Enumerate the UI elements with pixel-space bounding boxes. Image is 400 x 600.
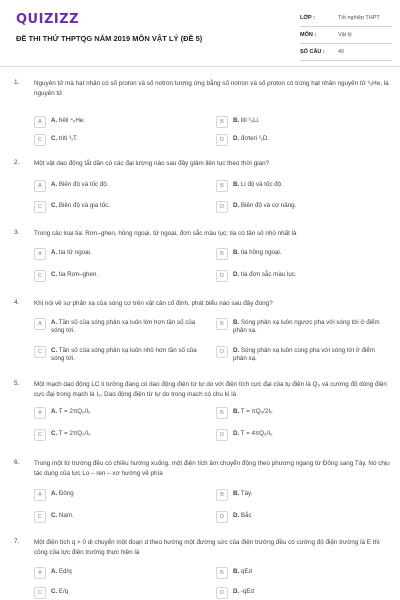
option-badge: C bbox=[34, 429, 46, 441]
option-text: đơteri ²₁D. bbox=[240, 135, 270, 142]
option-b[interactable] bbox=[216, 488, 391, 503]
option-b[interactable] bbox=[216, 115, 391, 130]
option-d[interactable] bbox=[216, 133, 391, 148]
option-badge: A bbox=[34, 567, 46, 579]
meta-value: 40 bbox=[338, 49, 345, 55]
option-label: B. bbox=[233, 181, 240, 188]
option-text: liti ³₃Li. bbox=[240, 117, 260, 124]
option-text: triti ³₁T. bbox=[58, 135, 78, 142]
document-title: ĐỀ THI THỬ THPTQG NĂM 2019 MÔN VẬT LÝ (ĐỀ 5) bbox=[16, 34, 203, 43]
meta-row-class bbox=[300, 12, 392, 27]
option-badge: C bbox=[34, 346, 46, 358]
option-badge: A bbox=[34, 318, 46, 330]
option-a[interactable] bbox=[34, 115, 209, 130]
option-text: hêli ⁴₂He. bbox=[58, 117, 85, 124]
option-label: C. bbox=[51, 135, 58, 142]
option-label: D. bbox=[233, 271, 240, 278]
meta-value: Vật lý bbox=[338, 32, 352, 38]
question-number: 4. bbox=[14, 299, 20, 306]
question-number: 7. bbox=[14, 538, 20, 545]
option-text: Biên độ và cơ năng. bbox=[240, 202, 297, 209]
option-c[interactable] bbox=[34, 345, 209, 367]
meta-table bbox=[300, 12, 392, 63]
option-text: tia đơn sắc màu lục. bbox=[240, 271, 297, 278]
option-label: A. bbox=[51, 319, 58, 326]
option-badge: B bbox=[216, 248, 228, 260]
option-label: A. bbox=[51, 181, 58, 188]
option-text: tia hồng ngoại. bbox=[240, 249, 282, 256]
option-badge: B bbox=[216, 180, 228, 192]
option-badge: D bbox=[216, 134, 228, 146]
question-number: 1. bbox=[14, 79, 20, 86]
header-divider bbox=[0, 66, 400, 67]
question-text: Trong các loại tia: Rơn–ghen, hồng ngoại, tử ngoại, đơn sắc màu lục; tia có tần số nhỏ nhất là bbox=[34, 230, 297, 237]
option-badge: C bbox=[34, 134, 46, 146]
option-badge: D bbox=[216, 587, 228, 599]
option-label: B. bbox=[233, 249, 240, 256]
option-label: C. bbox=[51, 430, 58, 437]
option-a[interactable] bbox=[34, 317, 209, 339]
meta-value: Tốt nghiệp THPT bbox=[338, 15, 380, 21]
option-text: E/q bbox=[58, 588, 69, 595]
option-label: A. bbox=[51, 490, 58, 497]
option-d[interactable] bbox=[216, 586, 391, 600]
option-badge: A bbox=[34, 116, 46, 128]
option-c[interactable] bbox=[34, 510, 209, 525]
option-b[interactable] bbox=[216, 317, 391, 339]
option-label: D. bbox=[233, 512, 240, 519]
option-text: T = 2πQ₀/I₀ bbox=[58, 430, 91, 437]
question-number: 3. bbox=[14, 229, 20, 236]
option-d[interactable] bbox=[216, 345, 391, 367]
option-c[interactable] bbox=[34, 428, 209, 443]
option-text: Biên độ và tốc độ. bbox=[58, 181, 109, 188]
option-badge: B bbox=[216, 489, 228, 501]
option-badge: B bbox=[216, 318, 228, 330]
option-badge: D bbox=[216, 201, 228, 213]
meta-key: MÔN : bbox=[300, 32, 317, 38]
option-label: B. bbox=[233, 408, 240, 415]
option-d[interactable] bbox=[216, 428, 391, 443]
option-text: T = πQ₀/2I₀ bbox=[240, 408, 273, 415]
option-c[interactable] bbox=[34, 586, 209, 600]
option-text: Li độ và tốc độ. bbox=[240, 181, 283, 188]
option-c[interactable] bbox=[34, 200, 209, 215]
option-badge: C bbox=[34, 587, 46, 599]
meta-row-count bbox=[300, 46, 392, 61]
option-label: B. bbox=[233, 319, 240, 326]
question-number: 5. bbox=[14, 380, 20, 387]
option-label: B. bbox=[233, 490, 240, 497]
option-text: Tây. bbox=[240, 490, 253, 497]
option-text: qEd bbox=[240, 568, 252, 575]
option-b[interactable] bbox=[216, 566, 391, 581]
option-label: D. bbox=[233, 347, 240, 354]
document-header bbox=[0, 0, 400, 64]
quizizz-logo: QUIZIZZ bbox=[16, 12, 80, 27]
option-c[interactable] bbox=[34, 269, 209, 284]
option-badge: B bbox=[216, 407, 228, 419]
option-c[interactable] bbox=[34, 133, 209, 148]
option-a[interactable] bbox=[34, 179, 209, 194]
option-text: Ed/q bbox=[58, 568, 72, 575]
option-badge: D bbox=[216, 270, 228, 282]
option-text: tia tử ngoại. bbox=[58, 249, 92, 256]
meta-key: LỚP : bbox=[300, 15, 315, 21]
option-text: Tần số của sóng phản xạ luôn nhỏ hơn tần số của sóng tới. bbox=[51, 347, 197, 362]
question-text: Một điện tích q > 0 di chuyển một đoạn d theo hướng một đường sức của điện trường đều có cường độ điện trường là E thì công của lực điện trường thực hiện là bbox=[34, 539, 380, 556]
option-badge: A bbox=[34, 180, 46, 192]
option-b[interactable] bbox=[216, 179, 391, 194]
option-label: D. bbox=[233, 202, 240, 209]
question-text: Một vật dao động tắt dần có các đại lượng nào sau đây giảm liên tục theo thời gian? bbox=[34, 160, 270, 167]
option-badge: D bbox=[216, 511, 228, 523]
option-badge: C bbox=[34, 511, 46, 523]
option-badge: A bbox=[34, 248, 46, 260]
question-number: 6. bbox=[14, 459, 20, 466]
question-text: Một mạch dao động LC lí tưởng đang có dao động điện từ tự do với điện tích cực đại của tụ điện là Q₀ và cường độ dòng điện cực đại trong mạch là I₀. Dao động điện từ tự do trong mạch có chu kì là bbox=[34, 381, 387, 398]
option-label: C. bbox=[51, 347, 58, 354]
option-b[interactable] bbox=[216, 406, 391, 421]
option-text: Sóng phản xạ luôn cùng pha với sóng tới ở điểm phản xạ. bbox=[233, 347, 375, 362]
option-label: A. bbox=[51, 408, 58, 415]
option-badge: D bbox=[216, 429, 228, 441]
option-a[interactable] bbox=[34, 406, 209, 421]
option-text: T = 2πQ₀/I₀ bbox=[58, 408, 91, 415]
option-d[interactable] bbox=[216, 269, 391, 284]
option-label: D. bbox=[233, 430, 240, 437]
option-label: B. bbox=[233, 568, 240, 575]
option-label: A. bbox=[51, 249, 58, 256]
option-text: T = 4πQ₀/I₀ bbox=[240, 430, 273, 437]
question-text: Nguyên tử mà hạt nhân có số proton và số notron tương ứng bằng số notron và số proton có trong hạt nhân nguyên tử ³₂He, là nguyên tử bbox=[34, 80, 389, 97]
option-text: Sóng phản xạ luôn ngược pha với sóng tới ở điểm phản xạ. bbox=[233, 319, 380, 334]
option-a[interactable] bbox=[34, 566, 209, 581]
meta-key: SỐ CÂU : bbox=[300, 49, 325, 55]
option-label: A. bbox=[51, 568, 58, 575]
option-badge: D bbox=[216, 346, 228, 358]
question-text: Trong một từ trường đều có chiều hướng xuống, một điện tích âm chuyển động theo phương ngang từ Đông sang Tây. Nó chịu tác dụng của lực Lo – ren – xơ hướng về phía bbox=[34, 460, 390, 477]
option-label: D. bbox=[233, 135, 240, 142]
option-badge: A bbox=[34, 489, 46, 501]
option-label: A. bbox=[51, 117, 58, 124]
option-badge: B bbox=[216, 567, 228, 579]
option-badge: A bbox=[34, 407, 46, 419]
option-badge: C bbox=[34, 201, 46, 213]
option-text: Nam. bbox=[58, 512, 74, 519]
option-label: B. bbox=[233, 117, 240, 124]
option-label: C. bbox=[51, 512, 58, 519]
option-b[interactable] bbox=[216, 247, 391, 262]
option-text: Bắc bbox=[240, 512, 252, 519]
option-a[interactable] bbox=[34, 488, 209, 503]
option-d[interactable] bbox=[216, 510, 391, 525]
option-text: tia Rơn–ghen. bbox=[58, 271, 99, 278]
option-label: C. bbox=[51, 588, 58, 595]
option-text: Đông bbox=[58, 490, 74, 497]
option-text: Tần số của sóng phản xạ luôn lớn hơn tần số của sóng tới. bbox=[51, 319, 196, 334]
option-a[interactable] bbox=[34, 247, 209, 262]
option-badge: C bbox=[34, 270, 46, 282]
question-number: 2. bbox=[14, 159, 20, 166]
option-label: C. bbox=[51, 202, 58, 209]
option-badge: B bbox=[216, 116, 228, 128]
option-text: Biên độ và gia tốc. bbox=[58, 202, 110, 209]
question-text: Khi nói về sự phản xạ của sóng cơ trên vật cản cố định, phát biểu nào sau đây đúng? bbox=[34, 300, 273, 307]
option-d[interactable] bbox=[216, 200, 391, 215]
meta-row-subject bbox=[300, 29, 392, 44]
option-label: D. bbox=[233, 588, 240, 595]
option-label: C. bbox=[51, 271, 58, 278]
option-text: -qEd bbox=[240, 588, 254, 595]
